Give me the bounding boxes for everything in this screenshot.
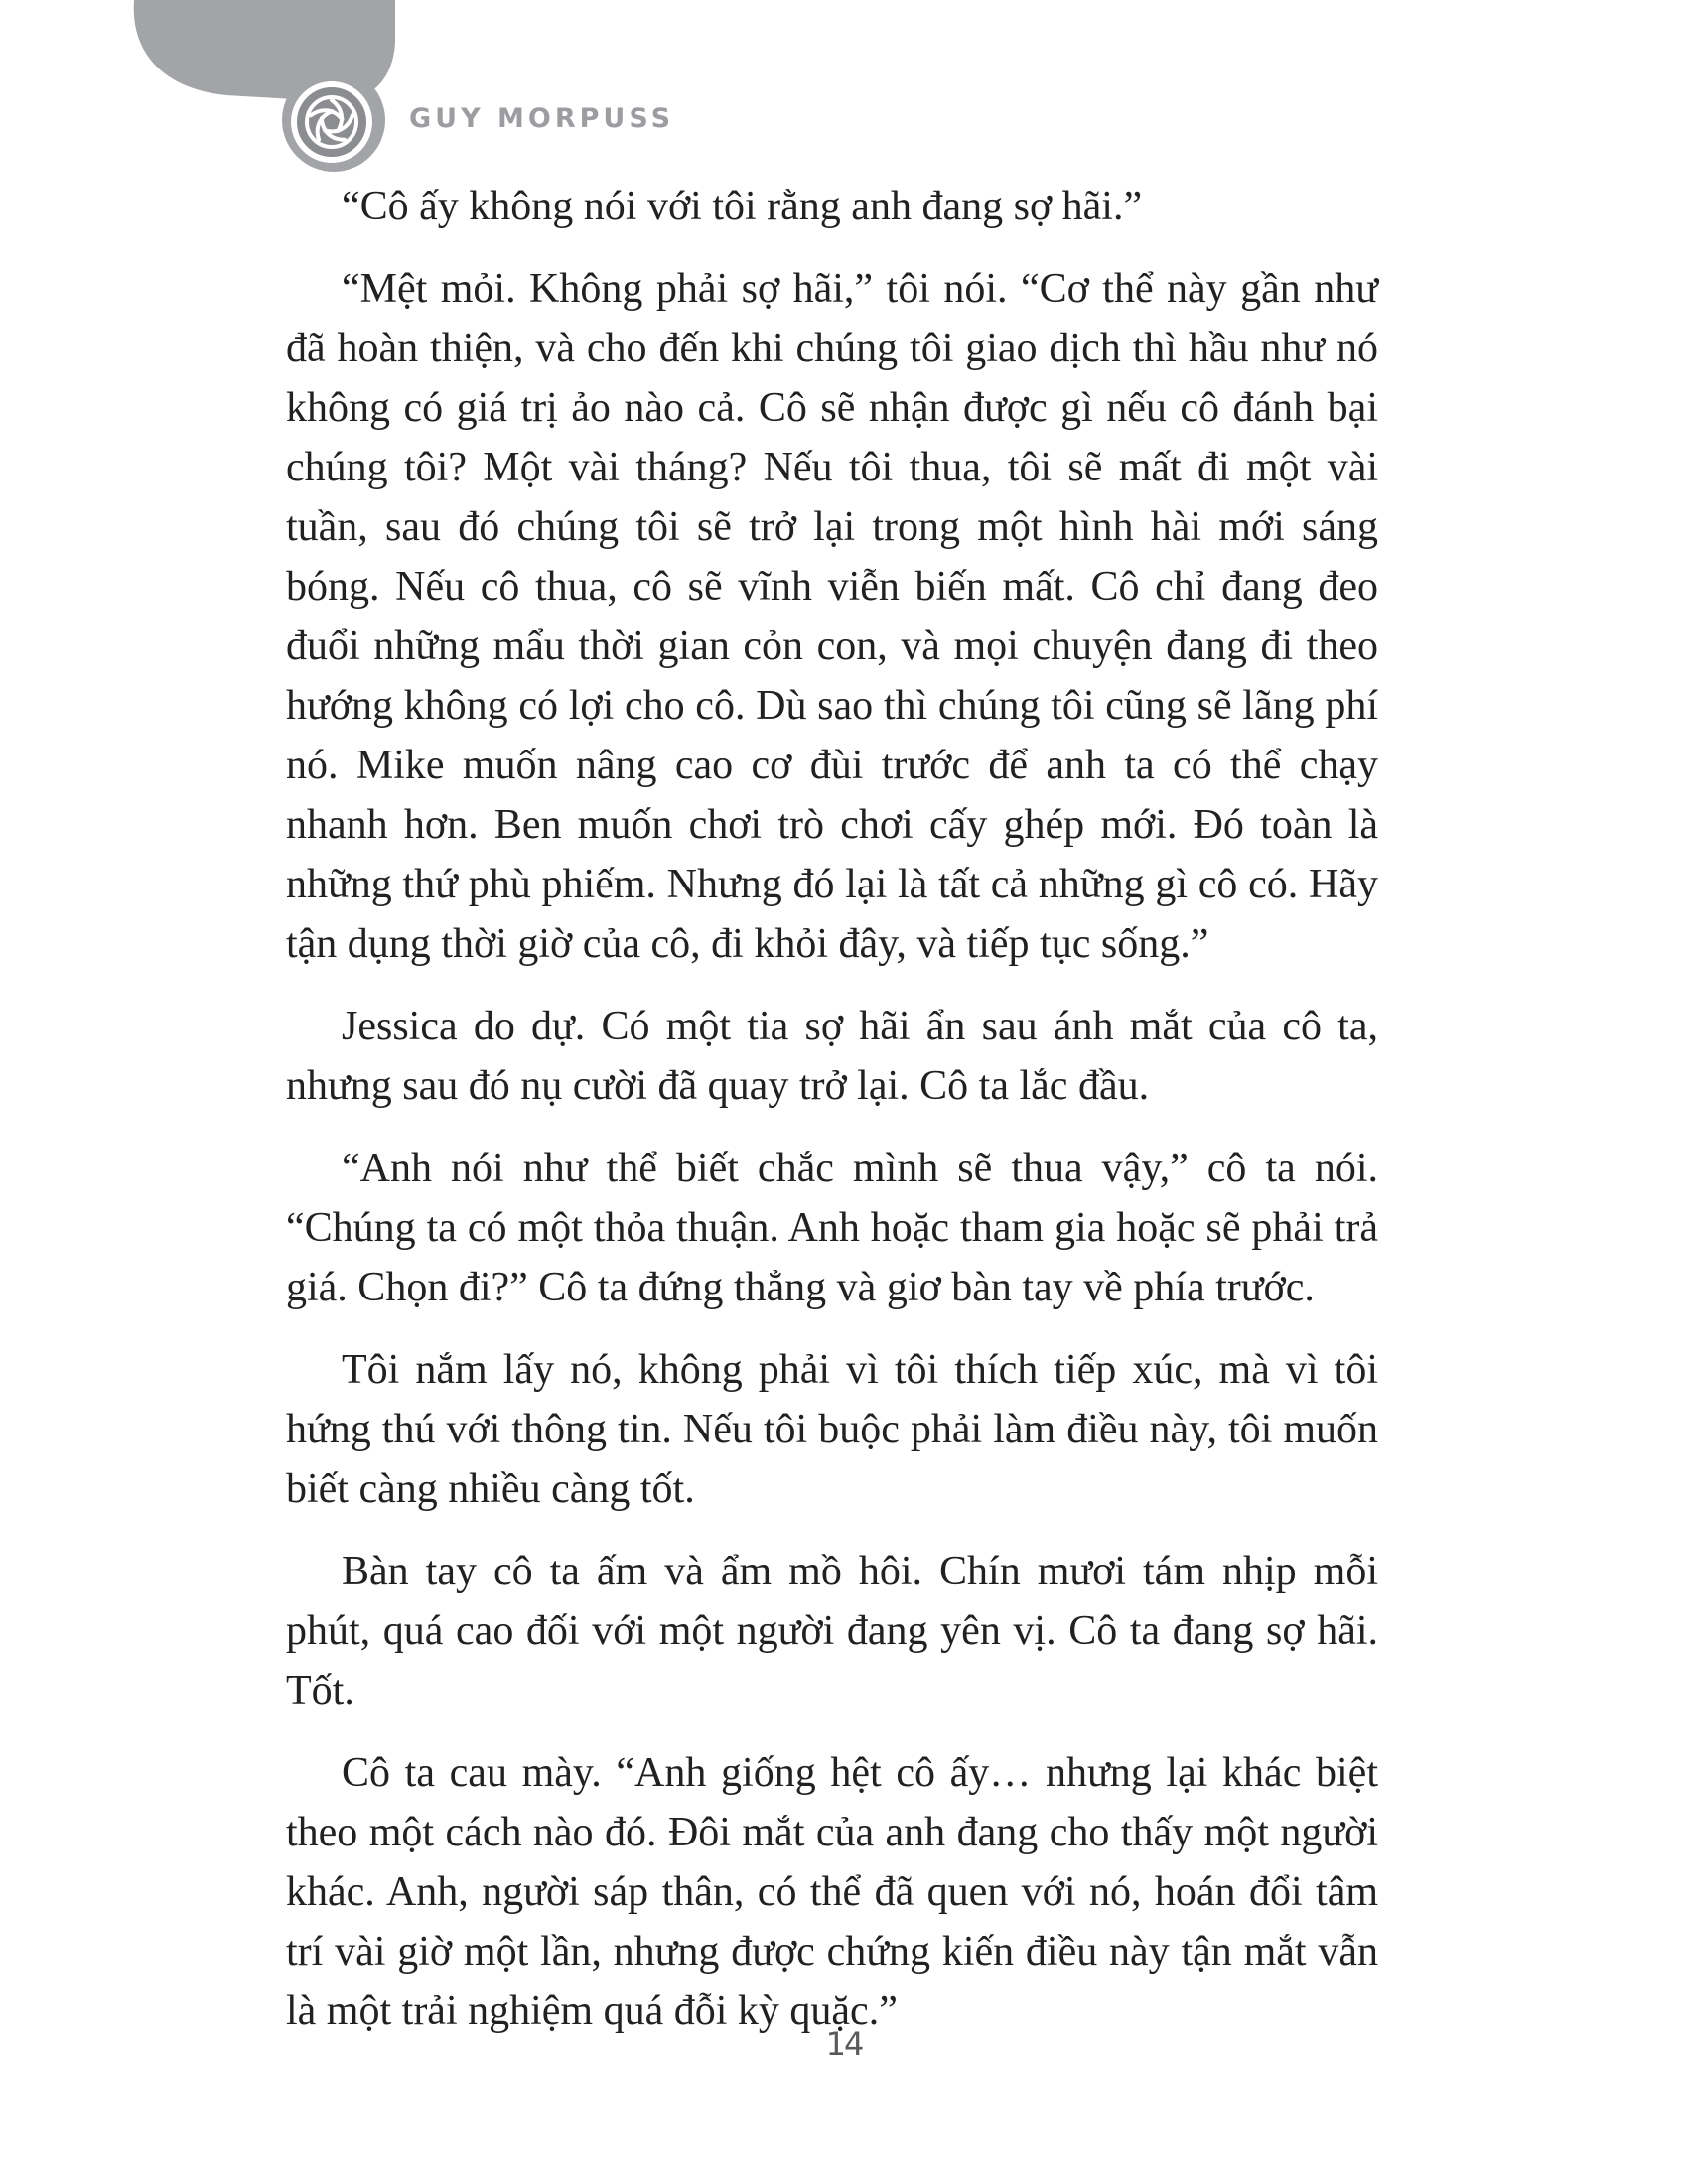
paragraph: Bàn tay cô ta ấm và ẩm mồ hôi. Chín mươi tám nhịp mỗi phút, quá cao đối với một người đang yên vị. Cô ta đang sợ hãi. Tốt. <box>286 1549 1378 1713</box>
paragraph: “Cô ấy không nói với tôi rằng anh đang sợ hãi.” <box>342 184 1143 229</box>
paragraph: Jessica do dự. Có một tia sợ hãi ẩn sau ánh mắt của cô ta, nhưng sau đó nụ cười đã quay trở lại. Cô ta lắc đầu. <box>286 1004 1378 1109</box>
paragraph: “Anh nói như thể biết chắc mình sẽ thua vậy,” cô ta nói. “Chúng ta có một thỏa thuận. Anh hoặc tham gia hoặc sẽ phải trả giá. Chọn đi?” Cô ta đứng thẳng và giơ bàn tay về phía trước. <box>286 1146 1378 1310</box>
paragraph: Tôi nắm lấy nó, không phải vì tôi thích tiếp xúc, mà vì tôi hứng thú với thông tin. Nếu tôi buộc phải làm điều này, tôi muốn biết càng nhiều càng tốt. <box>286 1347 1378 1512</box>
body-text <box>286 177 1378 2064</box>
paragraph: “Mệt mỏi. Không phải sợ hãi,” tôi nói. “Cơ thể này gần như đã hoàn thiện, và cho đến khi chúng tôi giao dịch thì hầu như nó không có giá trị ảo nào cả. Cô sẽ nhận được gì nếu cô đánh bại chúng tôi? Một vài tháng? Nếu tôi thua, tôi sẽ mất đi một vài tuần, sau đó chúng tôi sẽ trở lại trong một hình hài mới sáng bóng. Nếu cô thua, cô sẽ vĩnh viễn biến mất. Cô chỉ đang đeo đuổi những mẩu thời gian cỏn con, và mọi chuyện đang đi theo hướng không có lợi cho cô. Dù sao thì chúng tôi cũng sẽ lãng phí nó. Mike muốn nâng cao cơ đùi trước để anh ta có thể chạy nhanh hơn. Ben muốn chơi trò chơi cấy ghép mới. Đó toàn là những thứ phù phiếm. Nhưng đó lại là tất cả những gì cô có. Hãy tận dụng thời giờ của cô, đi khỏi đây, và tiếp tục sống.” <box>286 266 1378 967</box>
page-number: 14 <box>825 2025 863 2063</box>
author-name: GUY MORPUSS <box>409 103 675 134</box>
paragraph: Cô ta cau mày. “Anh giống hệt cô ấy… nhưng lại khác biệt theo một cách nào đó. Đôi mắt của anh đang cho thấy một người khác. Anh, người sáp thân, có thể đã quen với nó, hoán đổi tâm trí vài giờ một lần, nhưng được chứng kiến điều này tận mắt vẫn là một trải nghiệm quá đỗi kỳ quặc.” <box>286 1750 1378 2034</box>
